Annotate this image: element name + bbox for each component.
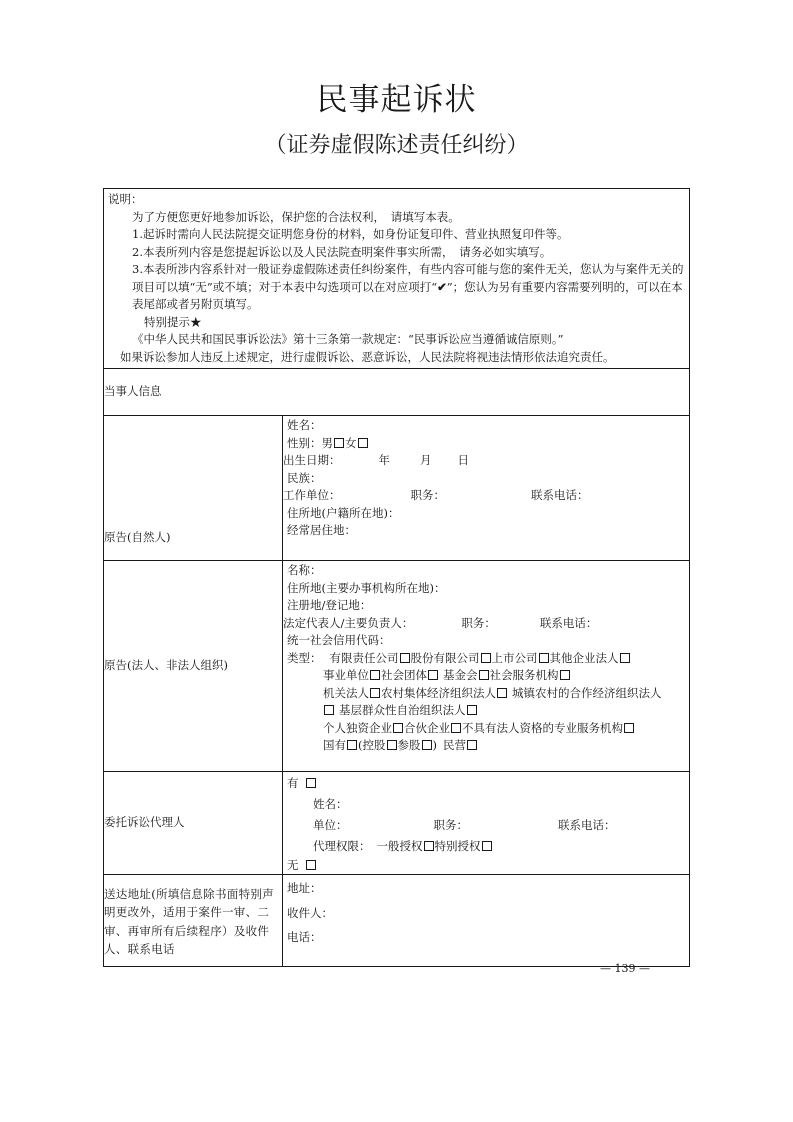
- birth-day-label: 日: [457, 453, 469, 467]
- agent-name-field[interactable]: 姓名：: [313, 797, 348, 811]
- type-cooperative-label: 城镇农村的合作经济组织法人: [512, 685, 662, 700]
- plaintiff-natural-row: [104, 416, 690, 561]
- type-grassroots-checkbox[interactable]: [467, 705, 477, 715]
- gender-label: 性别：: [287, 435, 322, 450]
- type-partnership-checkbox[interactable]: [451, 723, 461, 733]
- type-line-4: [287, 702, 687, 720]
- special-tip: 特别提示★: [144, 314, 202, 329]
- service-recipient-field[interactable]: 收件人：: [287, 905, 333, 920]
- type-label: 类型：: [287, 650, 322, 665]
- type-foundation-checkbox[interactable]: [479, 670, 489, 680]
- type-sole-proprietorship-checkbox[interactable]: [393, 723, 403, 733]
- birth-label: 出生日期：: [283, 453, 341, 467]
- birth-month-label: 月: [420, 453, 432, 467]
- birth-year-label: 年: [378, 453, 390, 467]
- type-public-institution-checkbox[interactable]: [370, 670, 380, 680]
- legal-registered-field[interactable]: 注册地/登记地：: [287, 598, 372, 612]
- notes-item-2: 2.本表所列内容是您提起诉讼以及人民法院查明案件事实所需， 请务必如实填写。: [132, 244, 552, 259]
- agent-phone-field[interactable]: 联系电话：: [558, 818, 616, 832]
- agent-yes-option: [287, 773, 687, 794]
- agent-no-option: [287, 857, 687, 873]
- legal-position-field[interactable]: 职务：: [461, 615, 496, 630]
- notes-section: [104, 189, 690, 369]
- type-line-5: [287, 720, 687, 738]
- natural-domicile-field[interactable]: 住所地(户籍所在地)：: [287, 505, 400, 520]
- type-limited-liability-checkbox[interactable]: [400, 653, 410, 663]
- plaintiff-legal-row: [104, 561, 690, 772]
- type-government-checkbox[interactable]: [370, 688, 380, 698]
- type-social-group-label: 社会团体: [381, 668, 427, 682]
- type-controlling-checkbox[interactable]: [387, 740, 397, 750]
- gender-female-checkbox[interactable]: [358, 438, 368, 448]
- party-info-row: [104, 369, 690, 416]
- party-info-header: 当事人信息: [104, 369, 690, 416]
- phone-field[interactable]: 联系电话：: [531, 488, 589, 502]
- agent-no-label: 无: [287, 858, 299, 872]
- document-title: 民事起诉状: [316, 82, 477, 118]
- type-social-service-label: 社会服务机构: [489, 668, 559, 682]
- complaint-form-table: [103, 188, 690, 967]
- page-number: — 139 —: [600, 962, 650, 975]
- type-participating-label: 参股: [397, 738, 421, 752]
- type-partnership-label: 合伙企业: [404, 720, 450, 735]
- service-address-field[interactable]: 地址：: [287, 881, 322, 895]
- type-professional-service-label: 不具有法人资格的专业服务机构: [462, 720, 623, 735]
- type-other-enterprise-label: 其他企业法人: [549, 650, 619, 665]
- agent-fields: [283, 772, 690, 875]
- plaintiff-natural-label: 原告(自然人): [104, 416, 283, 561]
- type-social-service-checkbox[interactable]: [560, 670, 570, 680]
- plaintiff-natural-fields: [283, 416, 690, 561]
- type-participating-checkbox[interactable]: [422, 740, 432, 750]
- agent-special-checkbox[interactable]: [482, 841, 492, 851]
- notes-item-3-part2: ”；您认为另有重要内容需要列明的，可以在本表尾部或者另附页填写。: [132, 279, 683, 311]
- agent-label: 委托诉讼代理人: [104, 772, 283, 875]
- agent-authority-label: 代理权限：: [313, 839, 371, 853]
- checkmark-icon: ✔: [437, 279, 447, 294]
- agent-unit-line: [287, 815, 687, 836]
- legal-domicile-field[interactable]: 住所地(主要办事机构所在地)：: [287, 580, 446, 595]
- plaintiff-legal-label: 原告(法人、非法人组织): [104, 561, 283, 772]
- type-listed-label: 上市公司: [491, 650, 538, 665]
- notes-item-1: 1.起诉时需向人民法院提交证明您身份的材料，如身份证复印件、营业执照复印件等。: [132, 227, 569, 241]
- type-state-owned-label: 国有: [323, 738, 346, 752]
- service-label: 送达地址(所填信息除书面特别声明更改外，适用于案件一审、二审、再审所有后续程序）及收件人、联系电话: [104, 875, 283, 967]
- type-public-institution-label: 事业单位: [323, 668, 369, 682]
- type-line-6: 国有 (控股 参股 ) 民营: [287, 737, 687, 755]
- position-field[interactable]: 职务：: [410, 488, 445, 502]
- notes-intro: 为了方便您更好地参加诉讼，保护您的合法权利， 请填写本表。: [132, 209, 460, 224]
- natural-residence-field[interactable]: 经常居住地：: [287, 523, 356, 537]
- type-private-label: 民营: [443, 738, 466, 752]
- type-sole-proprietorship-label: 个人独资企业: [323, 720, 392, 735]
- agent-row: [104, 772, 690, 875]
- credit-code-field[interactable]: 统一社会信用代码：: [287, 633, 391, 647]
- agent-unit-field[interactable]: 单位：: [313, 818, 348, 832]
- type-joint-stock-checkbox[interactable]: [481, 653, 491, 663]
- service-fields: [283, 875, 690, 967]
- warning-text: 如果诉讼参加人违反上述规定，进行虚假诉讼、恶意诉讼，人民法院将视违法情形依法追究责任。: [120, 349, 615, 364]
- agent-yes-label: 有: [287, 776, 299, 790]
- representative-field[interactable]: 法定代表人/主要负责人：: [283, 615, 414, 630]
- legal-name-field[interactable]: 名称：: [287, 563, 322, 577]
- type-grassroots-label: 基层群众性自治组织法人: [339, 703, 466, 717]
- type-other-enterprise-checkbox[interactable]: [620, 653, 630, 663]
- legal-phone-field[interactable]: 联系电话：: [539, 615, 598, 630]
- agent-no-checkbox[interactable]: [306, 860, 316, 870]
- legal-representative-line: [283, 615, 687, 633]
- type-state-owned-checkbox[interactable]: [347, 740, 357, 750]
- notes-row: [104, 189, 690, 369]
- law-quote: 《中华人民共和国民事诉讼法》第十三条第一款规定：“民事诉讼应当遵循诚信原则。”: [132, 332, 564, 346]
- type-social-group-checkbox[interactable]: [428, 670, 438, 680]
- natural-ethnicity-field[interactable]: 民族：: [287, 470, 322, 485]
- agent-position-field[interactable]: 职务：: [433, 818, 468, 832]
- type-line-1: [287, 650, 687, 668]
- agent-special-label: 特别授权: [434, 839, 481, 853]
- type-professional-service-checkbox[interactable]: [624, 723, 634, 733]
- type-foundation-label: 基金会: [443, 668, 478, 682]
- notes-heading: 说明：: [108, 192, 143, 206]
- natural-name-field[interactable]: 姓名：: [287, 418, 322, 432]
- type-rural-collective-checkbox[interactable]: [497, 688, 507, 698]
- type-joint-stock-label: 股份有限公司: [410, 650, 480, 665]
- notes-item-3-part1: 3.本表所涉内容系针对一般证券虚假陈述责任纠纷案件，有些内容可能与您的案件无关，您认为与案件无关的项目可以填“无”或不填；对于本表中勾选项可以在对应项打“: [132, 262, 684, 294]
- natural-employment-field: [283, 487, 687, 505]
- type-rural-collective-label: 农村集体经济组织法人: [381, 685, 496, 700]
- service-row: [104, 875, 690, 967]
- document-subtitle: （证券虚假陈述责任纠纷）: [264, 133, 529, 158]
- agent-authority-line: [287, 836, 687, 857]
- type-line-2: [287, 667, 687, 685]
- type-government-label: 机关法人: [323, 685, 369, 700]
- type-private-checkbox[interactable]: [467, 740, 477, 750]
- agent-general-label: 一般授权: [376, 839, 423, 853]
- agent-yes-checkbox[interactable]: [306, 778, 316, 788]
- agent-general-checkbox[interactable]: [424, 841, 434, 851]
- service-phone-field[interactable]: 电话：: [287, 930, 322, 944]
- notes-item-3: [108, 261, 686, 314]
- gender-male-checkbox[interactable]: [334, 438, 344, 448]
- type-limited-liability-label: 有限责任公司: [329, 650, 399, 665]
- type-listed-checkbox[interactable]: [539, 653, 549, 663]
- plaintiff-legal-fields: [283, 561, 690, 772]
- type-controlling-label: 控股: [362, 738, 386, 752]
- gender-female-label: 女: [345, 435, 357, 450]
- type-cooperative-checkbox[interactable]: [324, 705, 334, 715]
- type-line-3: [287, 685, 687, 703]
- employer-field[interactable]: 工作单位：: [283, 488, 341, 502]
- gender-male-label: 男: [321, 435, 333, 450]
- natural-birthdate-field[interactable]: [283, 452, 687, 470]
- natural-gender-field: [287, 435, 687, 453]
